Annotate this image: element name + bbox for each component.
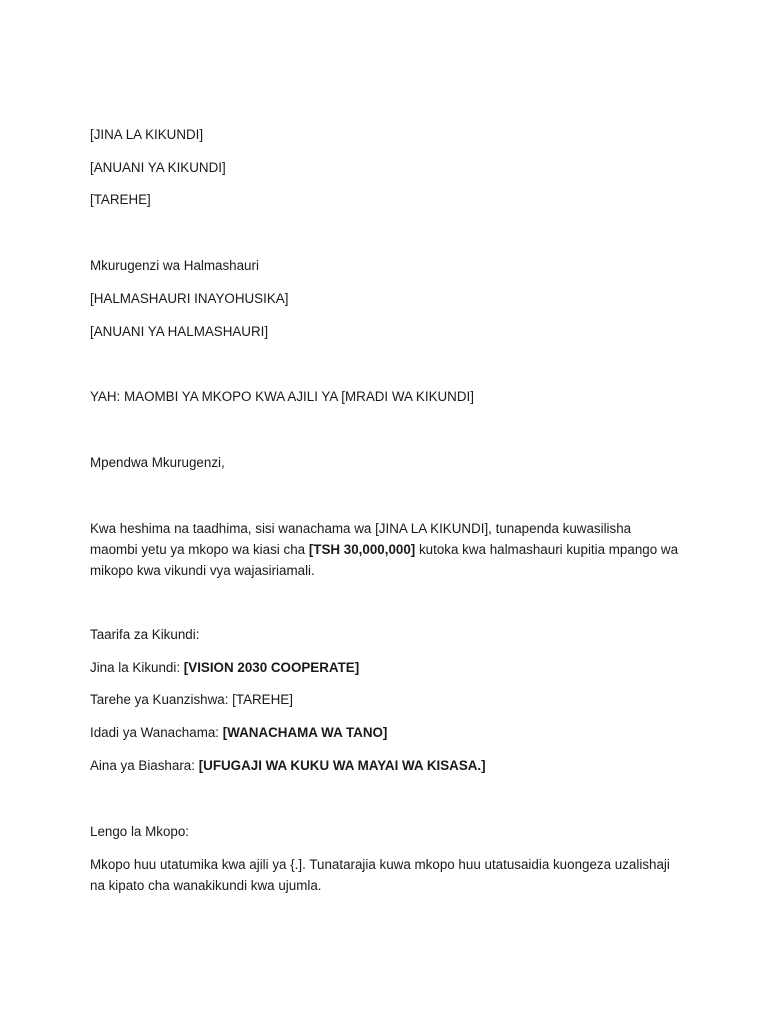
intro-text-part1: Kwa heshima na taadhima, sisi wanachama wa [JINA LA KIKUNDI], tunapenda kuwasilisha maombi yetu ya mkopo wa kiasi cha	[90, 521, 632, 557]
group-name-line: [JINA LA KIKUNDI]	[90, 127, 204, 142]
founded-label: Tarehe ya Kuanzishwa:	[90, 692, 233, 707]
loan-amount: [TSH 30,000,000]	[308, 542, 416, 557]
subject-line: YAH: MAOMBI YA MKOPO KWA AJILI YA [MRADI WA KIKUNDI]	[90, 389, 474, 404]
intro-text-part2: kutoka kwa halmashauri kupitia mpango wa mikopo kwa vikundi vya wajasiriamali.	[90, 542, 679, 578]
intro-paragraph	[90, 518, 680, 581]
business-label: Aina ya Biashara:	[90, 758, 199, 773]
group-info-heading: Taarifa za Kikundi:	[90, 627, 200, 642]
date-line: [TAREHE]	[90, 192, 151, 207]
recipient-council-address: [ANUANI YA HALMASHAURI]	[90, 324, 269, 339]
business-value: [UFUGAJI WA KUKU WA MAYAI WA KISASA.]	[198, 758, 486, 773]
members-value: [WANACHAMA WA TANO]	[222, 725, 388, 740]
founded-row	[90, 690, 680, 710]
group-name-value: [VISION 2030 COOPERATE]	[183, 660, 360, 675]
recipient-title: Mkurugenzi wa Halmashauri	[90, 258, 259, 273]
business-row	[90, 756, 680, 776]
members-label: Idadi ya Wanachama:	[90, 725, 223, 740]
loan-purpose-paragraph: Mkopo huu utatumika kwa ajili ya {.]. Tunatarajia kuwa mkopo huu utatusaidia kuongeza uzalishaji na kipato cha wanakikundi kwa ujumla.	[90, 857, 670, 893]
group-name-label: Jina la Kikundi:	[90, 660, 184, 675]
group-name-row	[90, 658, 680, 678]
loan-purpose-heading: Lengo la Mkopo:	[90, 824, 190, 839]
group-address-line: [ANUANI YA KIKUNDI]	[90, 160, 226, 175]
members-row	[90, 723, 680, 743]
founded-value: [TAREHE]	[232, 692, 293, 707]
recipient-council: [HALMASHAURI INAYOHUSIKA]	[90, 291, 289, 306]
salutation: Mpendwa Mkurugenzi,	[90, 455, 225, 470]
